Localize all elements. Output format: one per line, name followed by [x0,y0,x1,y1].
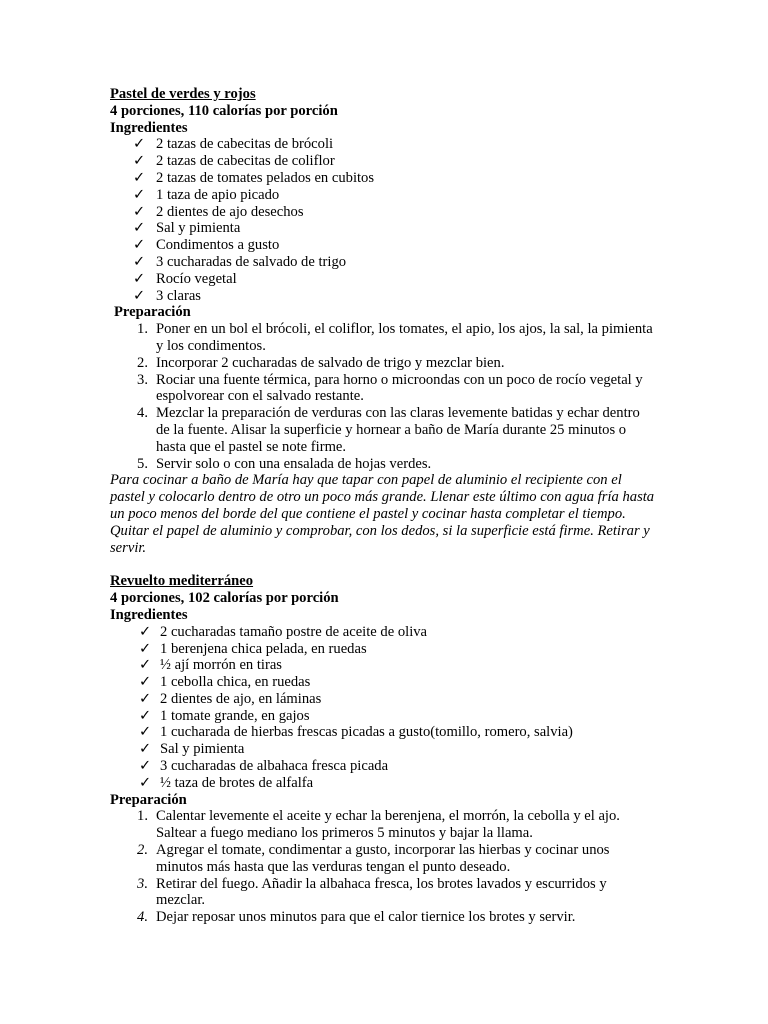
ingredient-item: ✓ 3 cucharadas de albahaca fresca picada [139,758,389,775]
checkmark-icon: ✓ [133,270,146,287]
section-spacer [110,556,655,573]
recipe-title: Pastel de verdes y rojos [110,86,256,102]
checkmark-icon: ✓ [133,136,146,153]
ingredient-item: ✓ ½ taza de brotes de alfalfa [139,774,314,791]
checkmark-icon: ✓ [133,203,146,220]
recipe-revuelto [110,573,655,926]
step-number: 1. [137,321,148,338]
recipe-servings: 4 porciones, 110 calorías por porción [110,102,338,119]
preparation-heading: Preparación [114,304,191,321]
recipe-pastel [110,86,655,556]
checkmark-icon: ✓ [139,774,152,791]
step-number: 3. [137,875,148,892]
step-number: 5. [137,455,148,472]
step-item: 4. Mezclar la preparación de verduras con las claras levemente batidas y echar dentro de la fuente. Alisar la superficie y hornear a baño de María durante 25 minutos o hasta que el pastel se note firme. [110,405,655,455]
ingredients-heading: Ingredientes [110,119,188,136]
ingredient-item: ✓ 2 tazas de tomates pelados en cubitos [133,169,375,186]
checkmark-icon: ✓ [133,220,146,237]
steps-list [110,808,655,926]
ingredient-item: ✓ 2 tazas de cabecitas de coliflor [133,153,335,170]
ingredient-item: ✓ Rocío vegetal [133,270,237,287]
ingredient-item: ✓ ½ ají morrón en tiras [139,657,282,674]
step-item: 1. Calentar levemente el aceite y echar la berenjena, el morrón, la cebolla y el ajo. Saltear a fuego mediano los primeros 5 minutos y bajar la llama. [110,808,655,842]
checkmark-icon: ✓ [139,724,152,741]
checkmark-icon: ✓ [133,169,146,186]
ingredient-item: ✓ 1 cebolla chica, en ruedas [139,674,311,691]
checkmark-icon: ✓ [133,237,146,254]
step-number: 2. [137,354,148,371]
step-number: 4. [137,405,148,422]
checkmark-icon: ✓ [139,690,152,707]
step-item: 3. Retirar del fuego. Añadir la albahaca fresca, los brotes lavados y escurridos y mezclar. [110,876,655,910]
checkmark-icon: ✓ [133,287,146,304]
recipe-servings: 4 porciones, 102 calorías por porción [110,590,339,607]
checkmark-icon: ✓ [139,674,152,691]
ingredient-item: ✓ 1 cucharada de hierbas frescas picadas a gusto(tomillo, romero, salvia) [139,724,573,741]
step-number: 4. [137,909,148,926]
preparation-heading: Preparación [110,791,187,808]
document-page [110,86,655,926]
step-item: 3. Rociar una fuente térmica, para horno o microondas con un poco de rocío vegetal y espolvorear con el salvado restante. [110,372,655,406]
step-number: 2. [137,842,148,859]
ingredients-list [110,624,655,792]
cooking-note: Para cocinar a baño de María hay que tapar con papel de aluminio el recipiente con el pastel y colocarlo dentro de otro un poco más grande. Llenar este último con agua fría hasta un poco menos del borde del que contiene el pastel y cocinar hasta completar el tiempo. Quitar el papel de aluminio y comprobar, con los dedos, si la superficie está firme. Retirar y servir. [110,472,655,556]
checkmark-icon: ✓ [139,640,152,657]
ingredient-item: ✓ 2 dientes de ajo, en láminas [139,690,322,707]
checkmark-icon: ✓ [139,657,152,674]
ingredient-item: ✓ 1 berenjena chica pelada, en ruedas [139,640,367,657]
checkmark-icon: ✓ [133,186,146,203]
step-item: 4. Dejar reposar unos minutos para que el calor tiernice los brotes y servir. [110,909,655,926]
ingredients-heading: Ingredientes [110,606,188,623]
step-item: 2. Incorporar 2 cucharadas de salvado de trigo y mezclar bien. [110,355,655,372]
ingredient-item: ✓ 3 cucharadas de salvado de trigo [133,253,347,270]
checkmark-icon: ✓ [139,707,152,724]
ingredient-item: ✓ Sal y pimienta [133,220,241,237]
step-number: 1. [137,808,148,825]
checkmark-icon: ✓ [139,758,152,775]
ingredient-item: ✓ 2 cucharadas tamaño postre de aceite de oliva [139,623,428,640]
step-item: 5. Servir solo o con una ensalada de hojas verdes. [110,456,655,473]
step-item: 2. Agregar el tomate, condimentar a gusto, incorporar las hierbas y cocinar unos minutos más hasta que las verduras tengan el punto deseado. [110,842,655,876]
steps-list [110,321,655,472]
ingredients-list [110,136,655,304]
ingredient-item: ✓ Sal y pimienta [139,741,245,758]
ingredient-item: ✓ Condimentos a gusto [133,237,280,254]
ingredient-item: ✓ 1 tomate grande, en gajos [139,707,310,724]
ingredient-item: ✓ 3 claras [133,287,201,304]
step-number: 3. [137,371,148,388]
checkmark-icon: ✓ [133,153,146,170]
ingredient-item: ✓ 1 taza de apio picado [133,186,280,203]
step-item: 1. Poner en un bol el brócoli, el coliflor, los tomates, el apio, los ajos, la sal, la pimienta y los condimentos. [110,321,655,355]
ingredient-item: ✓ 2 tazas de cabecitas de brócoli [133,136,334,153]
recipe-title: Revuelto mediterráneo [110,573,254,590]
checkmark-icon: ✓ [139,741,152,758]
ingredient-item: ✓ 2 dientes de ajo desechos [133,203,304,220]
checkmark-icon: ✓ [139,623,152,640]
checkmark-icon: ✓ [133,253,146,270]
